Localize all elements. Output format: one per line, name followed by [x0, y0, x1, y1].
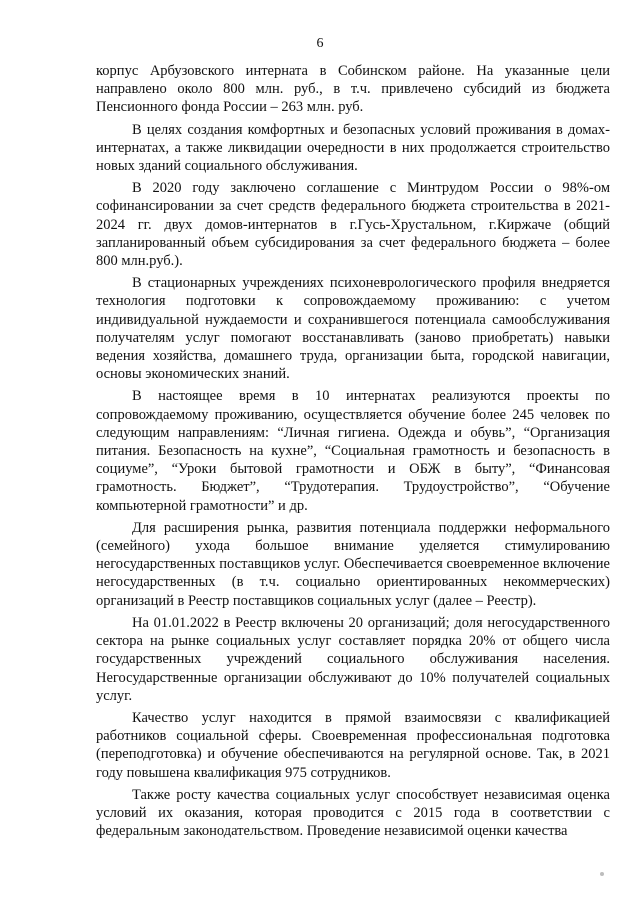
paragraph-2: В целях создания комфортных и безопасных условий проживания в домах-интернатах, а также ликвидации очередности в них продолжается строительство новых зданий социального обслуживания.: [96, 121, 610, 175]
paragraph-1: корпус Арбузовского интерната в Собинском районе. На указанные цели направлено около 800 млн. руб., в т.ч. привлечено субсидий из бюджета Пенсионного фонда России – 263 млн. руб.: [96, 63, 610, 116]
paragraph-5: В настоящее время в 10 интернатах реализуются проекты по сопровождаемому проживанию, осуществляется обучение более 245 человек по следующим направлениям: “Личная гигиена. Одежда и обувь”, “Организация питания. Безопасность на кухне”, “Социальная грамотность и безопасность в социуме”, “Уроки бытовой грамотности и ОБЖ в быту”, “Финансовая грамотность. Бюджет”, “Трудотерапия. Трудоустройство”, “Обучение компьютерной грамотности” и др.: [96, 388, 610, 514]
scan-dot-mark: [600, 872, 604, 876]
paragraph-6: Для расширения рынка, развития потенциала поддержки неформального (семейного) ухода большое внимание уделяется стимулированию негосударственных поставщиков услуг. Обеспечивается своевременное включение негосударственных (в т.ч. социально ориентированных некоммерческих) организаций в Реестр поставщиков социальных услуг (далее – Реестр).: [96, 519, 610, 609]
paragraph-3: В 2020 году заключено соглашение с Минтрудом России о 98%-ом софинансировании за счет средств федерального бюджета строительства в 2021-2024 гг. двух домов-интернатов в г.Гусь-Хрустальном, г.Киржаче (общий запланированный объем субсидирования за счет федерального бюджета – более 800 млн.руб.).: [96, 180, 610, 270]
paragraph-7: На 01.01.2022 в Реестр включены 20 организаций; доля негосударственного сектора на рынке социальных услуг составляет порядка 20% от общего числа государственных учреждений социального обслуживания населения. Негосударственные организации обслуживают до 10% получателей социальных услуг.: [96, 614, 610, 704]
paragraph-8: Качество услуг находится в прямой взаимосвязи с квалификацией работников социальной сферы. Своевременная профессиональная подготовка (переподготовка) и обучение обеспечиваются на регулярной основе. Так, в 2021 году повышена квалификация 975 сотрудников.: [96, 709, 610, 781]
page-number: 6: [316, 36, 324, 51]
paragraph-4: В стационарных учреждениях психоневрологического профиля внедряется технология подготовки к сопровождаемому проживанию: с учетом индивидуальной нуждаемости и сохранившегося потенциала самообслуживания получателям услуг помогают восстанавливать (заново приобретать) навыки ведения хозяйства, домашнего труда, организации быта, городской навигации, основы экономических знаний.: [96, 275, 610, 383]
paragraph-9: Также росту качества социальных услуг способствует независимая оценка условий их оказания, которая проводится с 2015 года в соответствии с федеральным законодательством. Проведение независимой оценки качества: [96, 786, 610, 840]
document-body: [96, 62, 610, 844]
